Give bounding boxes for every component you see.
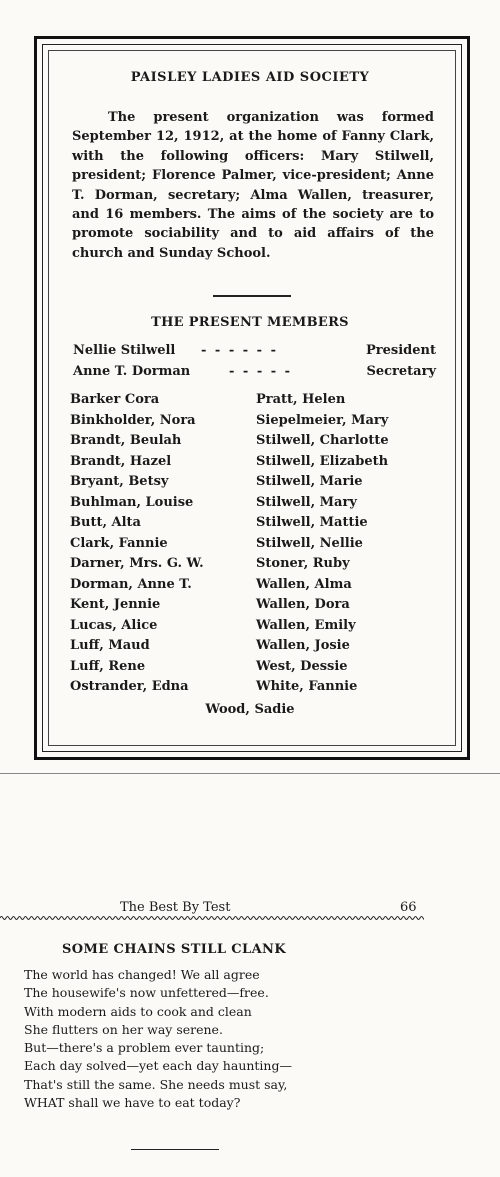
last-member: Wood, Sadie [205, 702, 295, 717]
page-separator [0, 773, 500, 774]
poem-line: WHAT shall we have to eat today? [24, 1095, 241, 1111]
member-name: Stilwell, Charlotte [256, 433, 389, 448]
end-divider [131, 1149, 219, 1150]
member-name: Stilwell, Elizabeth [256, 453, 389, 469]
member-name: West, Dessie [256, 658, 348, 674]
member-name: Siepelmeier, Mary [256, 412, 389, 428]
member-name: Wallen, Josie [256, 638, 350, 653]
member-name: Ostrander, Edna [70, 679, 189, 694]
member-name: White, Fannie [256, 679, 358, 694]
member-name: Barker Cora [70, 392, 160, 407]
member-name: Wallen, Dora [256, 597, 350, 612]
poem-line: The world has changed! We all agree [24, 967, 260, 982]
members-right-column [256, 390, 389, 698]
officer-role: Secretary [366, 364, 436, 379]
member-name: Stilwell, Marie [256, 474, 363, 489]
poem-line: The housewife's now unfettered—free. [24, 985, 269, 1001]
section-divider [213, 295, 291, 297]
poem-title: SOME CHAINS STILL CLANK [62, 942, 287, 957]
member-name: Brandt, Hazel [70, 453, 172, 469]
poem-line: With modern aids to cook and clean [24, 1003, 252, 1019]
member-name: Bryant, Betsy [70, 474, 169, 489]
member-name: Lucas, Alice [70, 617, 158, 633]
member-name: Wallen, Alma [256, 576, 352, 592]
poem-line: She flutters on her way serene. [24, 1021, 223, 1037]
member-name: Clark, Fannie [70, 535, 168, 551]
member-name: Butt, Alta [70, 515, 141, 530]
society-intro: The present organization was formed September 12, 1912, at the home of Fanny Clark, with the following officers: Mary Stilwell, president; Florence Palmer, vice-president; Anne T. Dorman, secretary; Alma Wallen, treasurer, and 16 members. The aims of the society are to promote sociability and to aid affairs of the church and Sunday School. [72, 110, 434, 261]
wavy-rule [0, 914, 424, 922]
member-name: Luff, Rene [70, 658, 146, 674]
officer-dashes: - - - - - - [201, 343, 279, 358]
officer-role: President [366, 343, 436, 358]
member-name: Darner, Mrs. G. W. [70, 556, 204, 571]
member-name: Stilwell, Mattie [256, 515, 368, 530]
member-name: Buhlman, Louise [70, 494, 194, 510]
members-heading: THE PRESENT MEMBERS [151, 315, 349, 330]
member-name: Binkholder, Nora [70, 412, 196, 428]
page-number: 66 [400, 900, 417, 915]
poem-line: But—there's a problem ever taunting; [24, 1040, 265, 1056]
member-name: Dorman, Anne T. [70, 576, 192, 592]
member-name: Kent, Jennie [70, 597, 161, 612]
poem-line: That's still the same. She needs must say, [24, 1076, 288, 1092]
member-name: Pratt, Helen [256, 392, 346, 407]
officer-name: Nellie Stilwell [73, 343, 176, 358]
member-name: Stilwell, Nellie [256, 535, 363, 551]
officer-row [73, 364, 436, 384]
member-name: Wallen, Emily [256, 617, 356, 633]
officer-name: Anne T. Dorman [73, 364, 191, 379]
members-left-column [70, 390, 204, 698]
officer-row [73, 343, 436, 363]
member-name: Stilwell, Mary [256, 494, 357, 510]
poem-body [24, 966, 292, 1112]
poem-line: Each day solved—yet each day haunting— [24, 1058, 292, 1074]
society-title: PAISLEY LADIES AID SOCIETY [130, 70, 370, 85]
officer-dashes: - - - - - [229, 364, 293, 379]
member-name: Brandt, Beulah [70, 433, 182, 448]
member-name: Luff, Maud [70, 638, 150, 653]
book-title: The Best By Test [120, 900, 231, 915]
member-name: Stoner, Ruby [256, 556, 350, 571]
